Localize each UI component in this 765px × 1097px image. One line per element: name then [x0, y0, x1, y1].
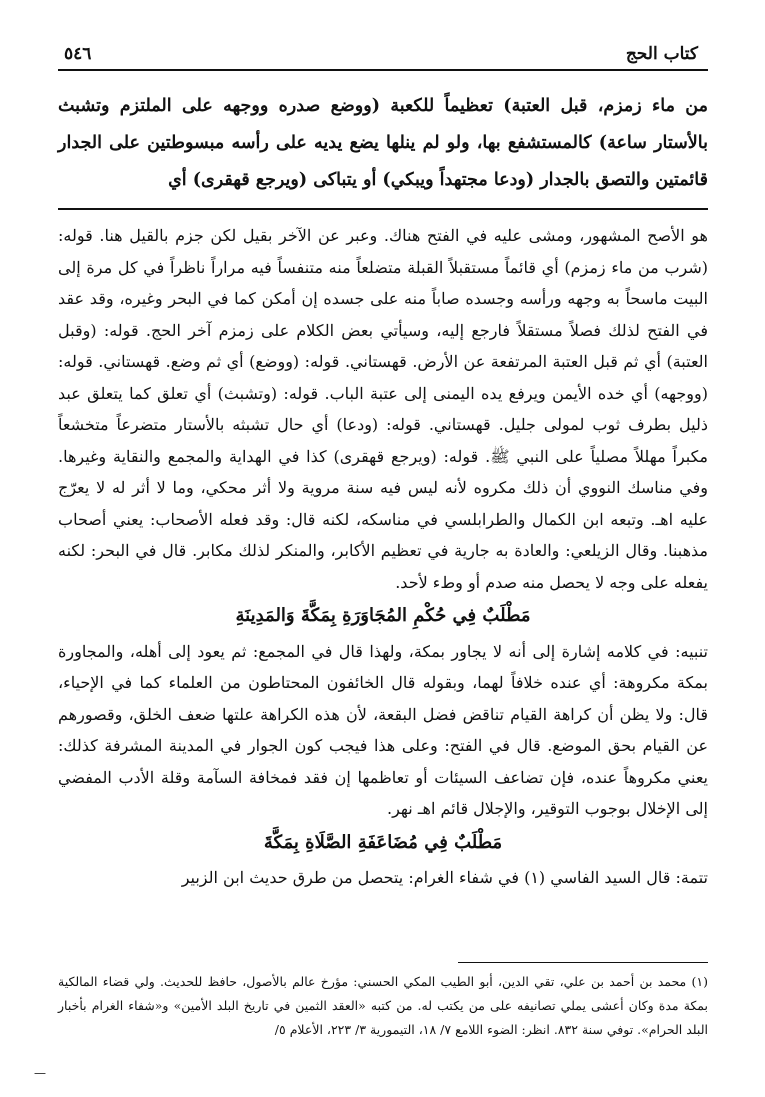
main-text-block — [58, 88, 708, 199]
footnote-block — [58, 970, 708, 1042]
section-heading-prayer-multiplication: مَطْلَبٌ فِي مُضَاعَفَةِ الصَّلَاةِ بِمَكَّةَ — [263, 831, 503, 853]
commentary-paragraph-3: تتمة: قال السيد الفاسي (١) في شفاء الغرام: يتحصل من طرق حديث ابن الزبير — [181, 868, 708, 887]
section-heading-mujawara: مَطْلَبٌ فِي حُكْمِ المُجَاوَرَةِ بِمَكَّةَ وَالمَدِينَةِ — [235, 605, 531, 626]
book-page — [58, 0, 708, 1097]
page-number: ٥٤٦ — [64, 44, 92, 64]
running-header — [58, 40, 708, 70]
footnote-divider — [458, 962, 708, 963]
header-divider — [58, 69, 708, 71]
page-bottom-mark: — — [34, 1066, 46, 1080]
main-text: من ماء زمزم، قبل العتبة) تعظيماً للكعبة (ووضع صدره ووجهه على الملتزم وتشبث بالأستار ساعة) كالمستشفع بها، ولو لم ينلها يضع يديه على رأسه مبسوطتين على الجدار قائمتين والتصق بالجدار (ودعا مجتهداً ويبكي) أو يتباكى (ويرجع قهقرى) أي — [58, 96, 708, 190]
book-title: كتاب الحج — [625, 44, 698, 64]
footnote-text: (١) محمد بن أحمد بن علي، تقي الدين، أبو الطيب المكي الحسني: مؤرخ عالم بالأصول، حافظ للحديث. ولي قضاء المالكية بمكة مدة وكان أعشى يملي تصانيفه على من يكتب له. من كتبه «العقد الثمين في تاريخ البلد الأمين» و«شفاء الغرام بأخبار البلد الحرام». توفي سنة ٨٣٢. انظر: الضوء اللامع ٧/ ١٨، التيمورية ٣/ ٢٢٣، الأعلام ٥/ — [58, 974, 708, 1037]
commentary-paragraph-1: هو الأصح المشهور، ومشى عليه في الفتح هناك. وعبر عن الآخر بقيل لكن جزم بالقيل هنا. قوله: (شرب من ماء زمزم) أي قائماً مستقبلاً القبلة متضلعاً منه متنفساً فيه مراراً ناظراً في كل مرة إلى البيت ماسحاً به وجهه ورأسه وجسده صاباً منه على جسده إن أمكن كما في البحر وغيره، وقد عقد في الفتح لذلك فصلاً مستقلاً فارجع إليه، وسيأتي بعض الكلام على زمزم آخر الحج. قوله: (وقبل العتبة) أي ثم قبل العتبة المرتفعة عن الأرض. قهستاني. قوله: (ووضع) أي ثم وضع. قهستاني. قوله: (ووجهه) أي خده الأيمن ويرفع يده اليمنى إلى عتبة الباب. قوله: (وتشبث) أي تعلق كما يتعلق عبد ذليل بطرف ثوب لمولى جليل. قهستاني. قوله: (ودعا) أي حال تشبثه بالأستار متضرعاً متخشعاً مكبراً مهللاً مصلياً على النبي ﷺ. قوله: (ويرجع قهقرى) كذا في الهداية والمجمع والنقاية وغيرها. وفي مناسك النووي أن ذلك مكروه لأنه ليس فيه سنة مروية ولا أثر محكي، وما لا أثر له لا يعرّج عليه اهـ. وتبعه ابن الكمال والطرابلسي في مناسكه، لكنه قال: وقد فعله الأصحاب: يعني أصحاب مذهبنا. وقال الزيلعي: والعادة به جارية في تعظيم الأكابر، والمنكر لذلك مكابر. قال في البحر: لكنه يفعله على وجه لا يحصل منه صدم أو وطء لأحد. — [58, 226, 709, 592]
commentary-block — [58, 220, 708, 894]
text-commentary-divider — [58, 208, 708, 210]
commentary-paragraph-2: تنبيه: في كلامه إشارة إلى أنه لا يجاور بمكة، ولهذا قال في المجمع: ثم يعود إلى أهله، والمجاورة بمكة مكروهة: أي عنده خلافاً لهما، وبقوله قال الخائفون المحتاطون من العلماء كما في الإحياء، قال: ولا يظن أن كراهة القيام تناقض فضل البقعة، لأن هذه الكراهة علتها ضعف الخلق، وقصورهم عن القيام بحق الموضع. قال في الفتح: وعلى هذا فيجب كون الجوار في المدينة المشرفة كذلك: يعني مكروهاً عنده، فإن تضاعف السيئات أو تعاظمها إن فقد فمخافة السآمة وقلة الأدب المفضي إلى الإخلال بوجوب التوقير، والإجلال قائم اهـ نهر. — [58, 641, 708, 818]
